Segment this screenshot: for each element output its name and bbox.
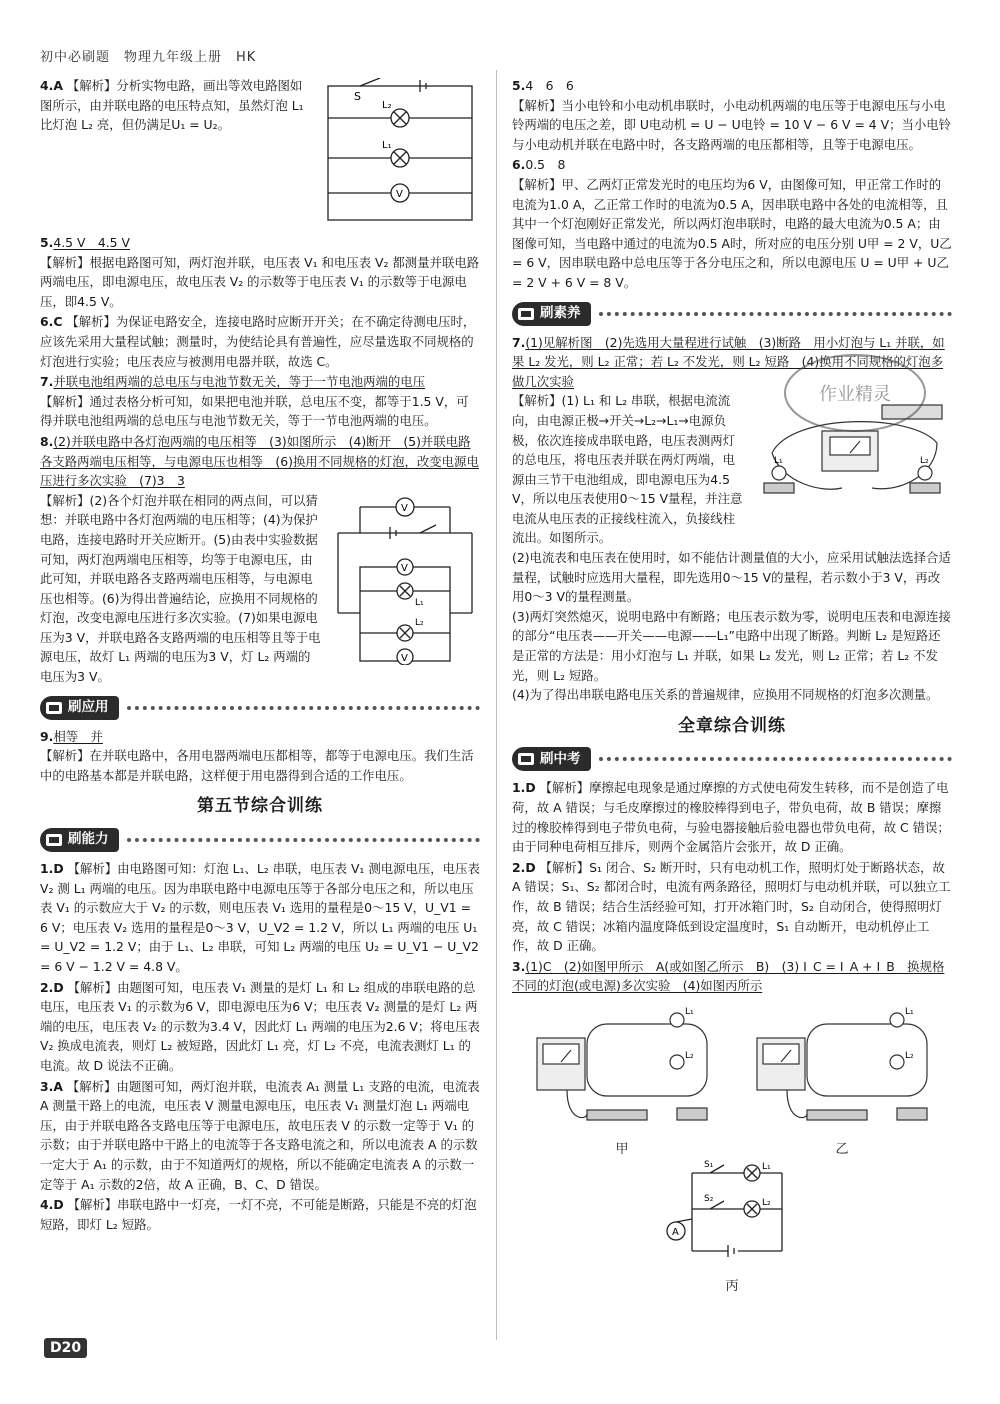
section-badge-apply (40, 695, 480, 721)
answer-r5 (512, 76, 952, 154)
lamp-l2-label: L₂ (920, 456, 929, 467)
answer-4 (40, 76, 480, 232)
page-number: D20 (44, 1338, 87, 1358)
circuit-diagram-4 (320, 78, 480, 228)
answer-key: 4.5 V 4.5 V (53, 235, 130, 250)
brush-icon (516, 750, 536, 768)
right-column (512, 76, 952, 1296)
answer-key: (2)并联电路中各灯泡两端的电压相等 (3)如图所示 (4)断开 (5)并联电路各支路两端电压相等，与电源电压也相等 (6)换用不同规格的灯泡，改变电源电压进行多次实验 (7)3 3 (40, 433, 479, 489)
answer-number: 4.D (40, 1197, 64, 1213)
answer-text: 【解析】S₁ 闭合、S₂ 断开时，只有电动机工作，照明灯处于断路状态，故 A 错误；S₁、S₂ 都闭合时，电流有两条路径，照明灯与电动机并联，可以独立工作，故 B 错误；结合生活经验可知，打开冰箱门时，S₂ 自动闭合，使得照明灯亮，故 C 错误；冰箱内温度降低到设定温度时，S₁ 自动断开，电动机停止工作，故 D 正确。 (512, 859, 951, 954)
answer-s3 (40, 1077, 480, 1195)
dotted-rule (599, 312, 953, 316)
answer-text: (2)电流表和电压表在使用时，如不能估计测量值的大小，应采用试触法选择合适量程，试触时应选用大量程，即先选用0～15 V的量程，若示数小于3 V，再改用0～3 V的量程测量。 (512, 550, 951, 605)
answer-number: 5. (40, 235, 54, 250)
watermark-stamp (780, 348, 930, 438)
voltmeter-label: V (401, 652, 408, 664)
answer-number: 7. (512, 334, 526, 350)
badge-label: 刷中考 (540, 750, 581, 767)
answer-number: 1.D (40, 861, 64, 877)
wiring-diagram-yi (747, 1002, 937, 1132)
figure-yi (747, 1002, 937, 1159)
lamp-l2-label: L₂ (905, 1050, 914, 1061)
voltmeter-label: V (401, 562, 408, 574)
lamp-l2-label: L₂ (762, 1198, 771, 1209)
lamp-l2-label: L₂ (382, 100, 392, 111)
answer-5 (40, 233, 480, 311)
lamp-l1-label: L₁ (415, 597, 424, 608)
figure-caption: 甲 (615, 1141, 629, 1157)
brush-icon (44, 831, 64, 849)
section-badge-ability (40, 827, 480, 853)
answer-text: 【解析】在并联电路中，各用电器两端电压都相等，都等于电源电压。我们生活中的电路基本都是并联电路，这样便于用电器得到合适的工作电压。 (40, 748, 474, 783)
ammeter-label: A (672, 1227, 679, 1239)
answer-number: 2.D (40, 979, 64, 995)
answer-text: 【解析】当小电铃和小电动机串联时，小电动机两端的电压等于电源电压与小电铃两端的电压之差，即 U电动机 = U − U电铃 = 10 V − 6 V = 4 V；当小电铃与小电动机并联在电路中时，各支路两端的电压都相等，且等于电源电压。 (512, 97, 952, 152)
answer-text: 【解析】通过表格分析可知，如果把电池并联，总电压不变，都等于1.5 V，可得并联电池组两端的总电压与电池节数无关，等于一节电池两端的电压。 (40, 393, 469, 429)
lamp-l2-label: L₂ (415, 617, 424, 628)
answer-6 (40, 312, 480, 371)
figure-caption: 乙 (835, 1141, 849, 1157)
stamp-text: 作业精灵 (819, 384, 891, 405)
lamp-l1-label: L₁ (905, 1006, 914, 1017)
answer-key: 并联电池组两端的总电压与电池节数无关，等于一节电池两端的电压 (53, 374, 426, 390)
figure-caption: 丙 (725, 1278, 739, 1294)
badge-label: 刷素养 (540, 304, 581, 321)
answer-number: 9. (40, 728, 54, 744)
answer-text: 【解析】分析实物电路，画出等效电路图如图所示，由并联电路的电压特点知，虽然灯泡 L₁ 比灯泡 L₂ 亮，但仍满足U₁ = U₂。 (40, 78, 304, 133)
section-badge-exam (512, 746, 952, 772)
answer-text: 【解析】由题图可知，电压表 V₁ 测量的是灯 L₁ 和 L₂ 组成的串联电路的总电压，电压表 V₁ 的示数为6 V，即电源电压为6 V；电压表 V₂ 测量的是灯 L₂ 两端的电压，电压表 V₂ 的示数为3.4 V，因此灯 L₁ 两端的电压为2.6 V；将电压表 V₂ 换成电流表，则灯 L₂ 被短路，因此灯 L₁ 亮，灯 L₂ 不亮，电流表测灯 L₁ 的电流。故 D 说法不正确。 (40, 979, 480, 1073)
section-badge-literacy (512, 301, 952, 327)
lamp-l2-label: L₂ (685, 1050, 694, 1061)
answer-text: (4)为了得出串联电路电压关系的普遍规律，应换用不同规格的灯泡多次测量。 (512, 687, 939, 703)
answer-number: 3. (512, 958, 526, 974)
answer-number: 4.A (40, 78, 63, 93)
lamp-l1-label: L₁ (685, 1006, 694, 1017)
switch-s2-label: S₂ (704, 1194, 714, 1205)
answer-c3 (512, 957, 952, 996)
answer-s4 (40, 1195, 480, 1234)
answer-9 (40, 727, 480, 786)
lamp-l1-label: L₁ (774, 456, 783, 467)
answer-7 (40, 372, 480, 431)
answer-key: 4 6 6 (525, 78, 574, 93)
answer-text: 【解析】甲、乙两灯正常发光时的电压均为6 V，由图像可知，甲正常工作时的电流为1.0 A，乙正常工作时的电流为0.5 A，因串联电路中各处的电流相等，且其中一个灯泡刚好正常发光，所以两灯泡串联时，电路的最大电流为0.5 A；由图像可知，当电路中通过的电流为0.5 A时，所对应的电压分别 U甲 = 2 V，U乙 = 6 V，因串联电路中总电压等于各分电压之和，所以电源电压 U = U甲 + U乙 = 2 V + 6 V = 8 V。 (512, 176, 952, 290)
wiring-diagram-jia (527, 1002, 717, 1132)
answer-number: 5. (512, 78, 526, 93)
answer-text: (3)两灯突然熄灭，说明电路中有断路；电压表示数为零，说明电压表和电源连接的部分“电压表——开关——电源——L₁”电路中出现了断路。判断 L₂ 是短路还是正常的方法是：用小灯泡与 L₁ 并联，如果 L₂ 发光，则 L₂ 正常；若 L₂ 不发光，则 L₂ 短路。 (512, 608, 951, 683)
switch-s1-label: S₁ (704, 1160, 714, 1171)
circuit-diagram-8 (330, 493, 480, 665)
answer-c1 (512, 778, 952, 856)
brush-icon (516, 305, 536, 323)
switch-label: S (354, 90, 361, 103)
answer-text: 【解析】串联电路中一灯亮，一灯不亮，不可能是断路，只能是不亮的灯泡短路，即灯 L₂ 短路。 (40, 1197, 477, 1232)
answer-key: (1)见解析图 (2)先选用大量程进行试触 (3)断路 用小灯泡与 L₁ 并联，如果 L₂ 发光，则 L₂ 正常；若 L₂ 不发光，则 L₂ 短路 (4)换用不同规格的灯泡多做几次实验 (512, 334, 945, 389)
answer-text: 【解析】摩擦起电现象是通过摩擦的方式使电荷发生转移，而不是创造了电荷，故 A 错误；与毛皮摩擦过的橡胶棒得到电子，带负电荷，故 B 错误；摩擦过的橡胶棒得到电子带负电荷，与验电器接触后验电器也带负电荷，故 C 错误；由于同种电荷相互排斥，则两个金属箔片会张开，故 D 正确。 (512, 780, 950, 855)
answer-r6 (512, 155, 952, 292)
answer-c2 (512, 858, 952, 956)
answer-text: 【解析】为保证电路安全，连接电路时应断开开关；在不确定待测电压时，应该先采用大量程试触；测量时，为使结论具有普遍性，应尽量选取不同规格的灯泡进行实验；电压表应与被测用电器并联，故选 C。 (40, 314, 476, 369)
lamp-l1-label: L₁ (762, 1162, 771, 1173)
figure-bing (512, 1159, 952, 1296)
figure-jia (527, 1002, 717, 1159)
voltmeter-label: V (401, 502, 408, 514)
answer-8 (40, 432, 480, 687)
answer-number: 7. (40, 374, 54, 390)
circuit-diagram-bing (662, 1159, 802, 1269)
answer-s2 (40, 978, 480, 1076)
answer-text: 【解析】(2)各个灯泡并联在相同的两点间，可以猜想：并联电路中各灯泡两端的电压相等；(4)为保护电路，连接电路时开关应断开。(5)由表中实验数据可知，两灯泡两端电压相等，均等于电源电压，由此可知，并联电路各支路两端电压相等，与电源电压也相等。(6)为得出普遍结论，应换用不同规格的灯泡，改变电源电压进行多次实验。(7)如果电源电压为3 V，并联电路各支路两端的电压相等且等于电源电压，故灯 L₁ 两端的电压为3 V，灯 L₂ 两端的电压为3 V。 (40, 492, 321, 685)
figure-row-jia-yi (512, 1002, 952, 1159)
lamp-l1-label: L₁ (382, 140, 392, 151)
answer-number: 6.C (40, 314, 63, 330)
section-title-5: 第五节综合训练 (197, 796, 323, 817)
answer-text: 【解析】由题图可知，两灯泡并联，电流表 A₁ 测量 L₁ 支路的电流，电流表 A 测量干路上的电流，电压表 V 测量电源电压，电压表 V₁ 测量灯泡 L₁ 两端电压，由于并联电路各支路电压等于电源电压，故电压表 V 的示数一定等于 V₁ 的示数；由于并联电路中干路上的电流等于各支路电流之和，所以电流表 A 的示数一定大于 A₁ 的示数，由于不知道两灯的规格，所以不能确定电流表 A 的示数一定等于 A₁ 示数的2倍，故 A 正确，B、C、D 错误。 (40, 1078, 480, 1192)
badge-label: 刷应用 (68, 698, 109, 715)
answer-key: 0.5 8 (525, 157, 566, 173)
brush-icon (44, 699, 64, 717)
answer-s1 (40, 859, 480, 977)
dotted-rule (599, 757, 953, 761)
badge-label: 刷能力 (68, 831, 109, 848)
left-column (40, 76, 480, 1235)
answer-text: 【解析】由电路图可知：灯泡 L₁、L₂ 串联，电压表 V₁ 测电源电压，电压表 V₂ 测 L₁ 两端的电压。因为串联电路中电源电压等于各部分电压之和，所以电压表 V₁ 的示数应大于 V₂ 的示数，则电压表 V₁ 选用的量程是0～15 V，U_V1 = 6 V；电压表 V₂ 选用的量程是0～3 V，U_V2 = 1.2 V，所以 L₁ 两端的电压 U₁ = U_V2 = 1.2 V；由于 L₁、L₂ 串联，可知 L₂ 两端的电压 U₂ = U_V1 − U_V2 = 6 V − 1.2 V = 4.8 V。 (40, 861, 480, 974)
answer-number: 6. (512, 157, 526, 173)
answer-text: 【解析】根据电路图可知，两灯泡并联，电压表 V₁ 和电压表 V₂ 都测量并联电路两端电压，即电源电压，故电压表 V₂ 的示数等于电压表 V₁ 的示数等于电源电压，即4.5 V。 (40, 254, 480, 309)
column-divider (496, 70, 497, 1340)
answer-text: 【解析】(1) L₁ 和 L₂ 串联，根据电流流向，由电源正极→开关→L₂→L₁→电源负极，依次连接成串联电路，电压表测两灯的总电压，将电压表并联在两灯两端，电源由三节干电池组成，即电源电压为4.5 V，所以电压表使用0～15 V量程，并注意电流从电压表的正接线柱流入，负接线柱流出。如图所示。 (512, 393, 743, 546)
page-header: 初中必刷题 物理九年级上册 HK (40, 50, 257, 65)
answer-key: 相等 并 (53, 728, 103, 744)
dotted-rule (127, 838, 481, 842)
dotted-rule (127, 706, 481, 710)
answer-number: 8. (40, 433, 54, 449)
answer-number: 2.D (512, 859, 536, 875)
voltmeter-label: V (396, 189, 403, 200)
chapter-title: 全章综合训练 (678, 715, 786, 736)
answer-key: (1)C (2)如图甲所示 A(或如图乙所示 B) (3) I_C = I_A + I_B 换规格不同的灯泡(或电源)多次实验 (4)如图丙所示 (512, 958, 945, 994)
answer-number: 1.D (512, 780, 536, 796)
answer-number: 3.A (40, 1078, 63, 1094)
